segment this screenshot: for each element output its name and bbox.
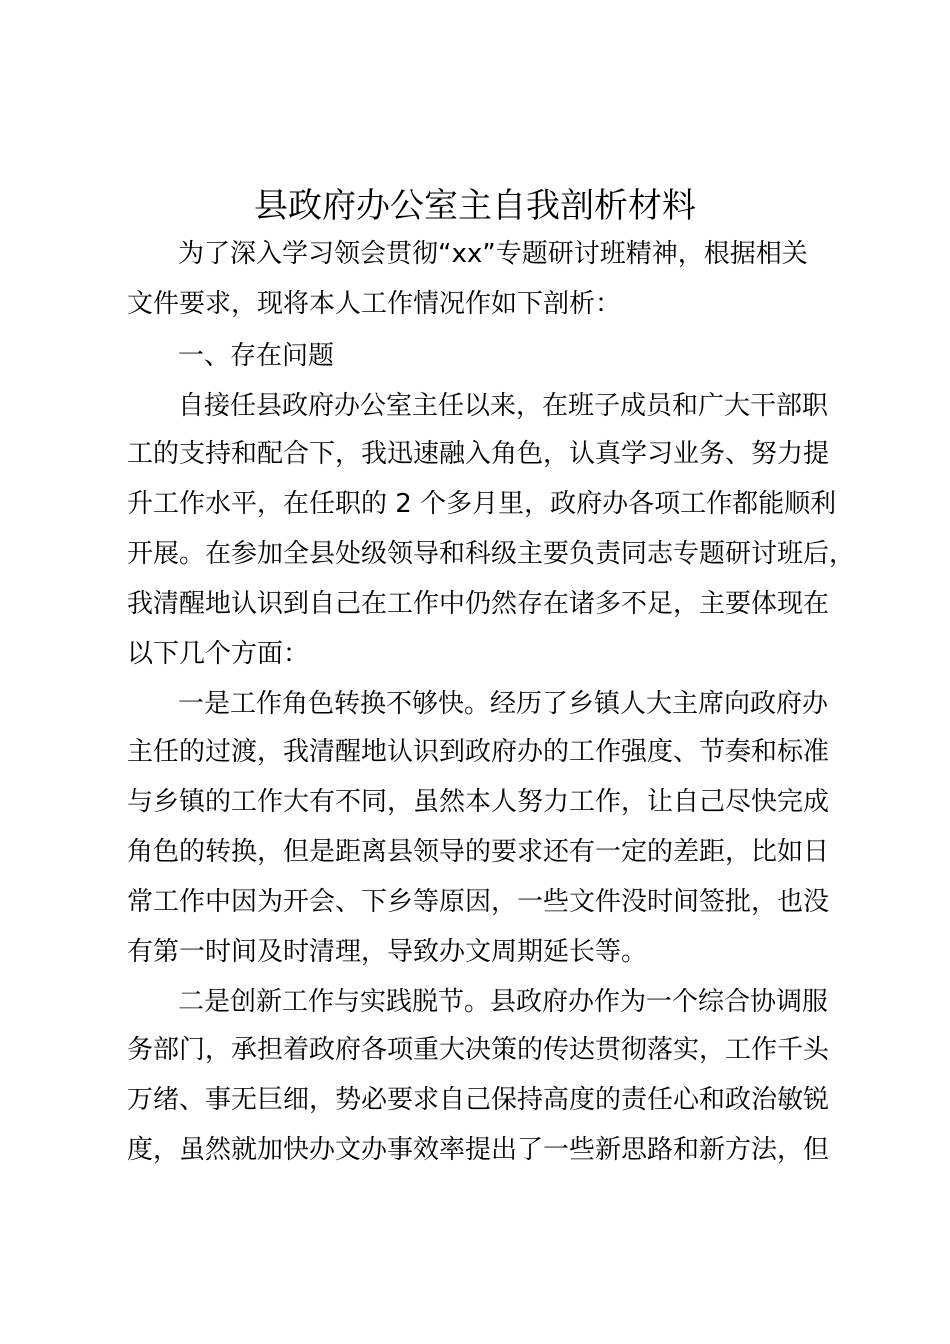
document-title: 县政府办公室主自我剖析材料 <box>254 186 696 226</box>
paragraph-line: 有第一时间及时清理，导致办文周期延长等。 <box>127 937 648 967</box>
paragraph-line: 与乡镇的工作大有不同，虽然本人努力工作，让自己尽快完成 <box>127 787 830 817</box>
paragraph-line: 以下几个方面： <box>127 639 310 669</box>
paragraph-line: 为了深入学习领会贯彻“xx”专题研讨班精神，根据相关 <box>178 239 808 269</box>
paragraph-line: 我清醒地认识到自己在工作中仍然存在诸多不足，主要体现在 <box>127 589 830 619</box>
paragraph-line: 文件要求，现将本人工作情况作如下剖析： <box>127 289 622 319</box>
paragraph-line: 主任的过渡，我清醒地认识到政府办的工作强度、节奏和标准 <box>127 737 830 767</box>
paragraph-line: 开展。在参加全县处级领导和科级主要负责同志专题研讨班后， <box>127 539 856 569</box>
paragraph-line: 一是工作角色转换不够快。经历了乡镇人大主席向政府办 <box>178 689 829 719</box>
section-heading: 一、存在问题 <box>178 341 335 371</box>
paragraph-line: 度，虽然就加快办文办事效率提出了一些新思路和新方法，但 <box>127 1135 830 1165</box>
paragraph-line: 二是创新工作与实践脱节。县政府办作为一个综合协调服 <box>178 987 829 1017</box>
paragraph-line: 角色的转换，但是距离县领导的要求还有一定的差距，比如日 <box>127 837 830 867</box>
paragraph-line: 自接任县政府办公室主任以来，在班子成员和广大干部职 <box>178 391 829 421</box>
paragraph-line: 常工作中因为开会、下乡等原因，一些文件没时间签批，也没 <box>127 887 830 917</box>
paragraph-line: 升工作水平，在任职的 2 个多月里，政府办各项工作都能顺利 <box>127 489 837 519</box>
paragraph-line: 万绪、事无巨细，势必要求自己保持高度的责任心和政治敏锐 <box>127 1085 830 1115</box>
paragraph-line: 务部门，承担着政府各项重大决策的传达贯彻落实，工作千头 <box>127 1035 830 1065</box>
paragraph-line: 工的支持和配合下，我迅速融入角色，认真学习业务、努力提 <box>127 439 830 469</box>
